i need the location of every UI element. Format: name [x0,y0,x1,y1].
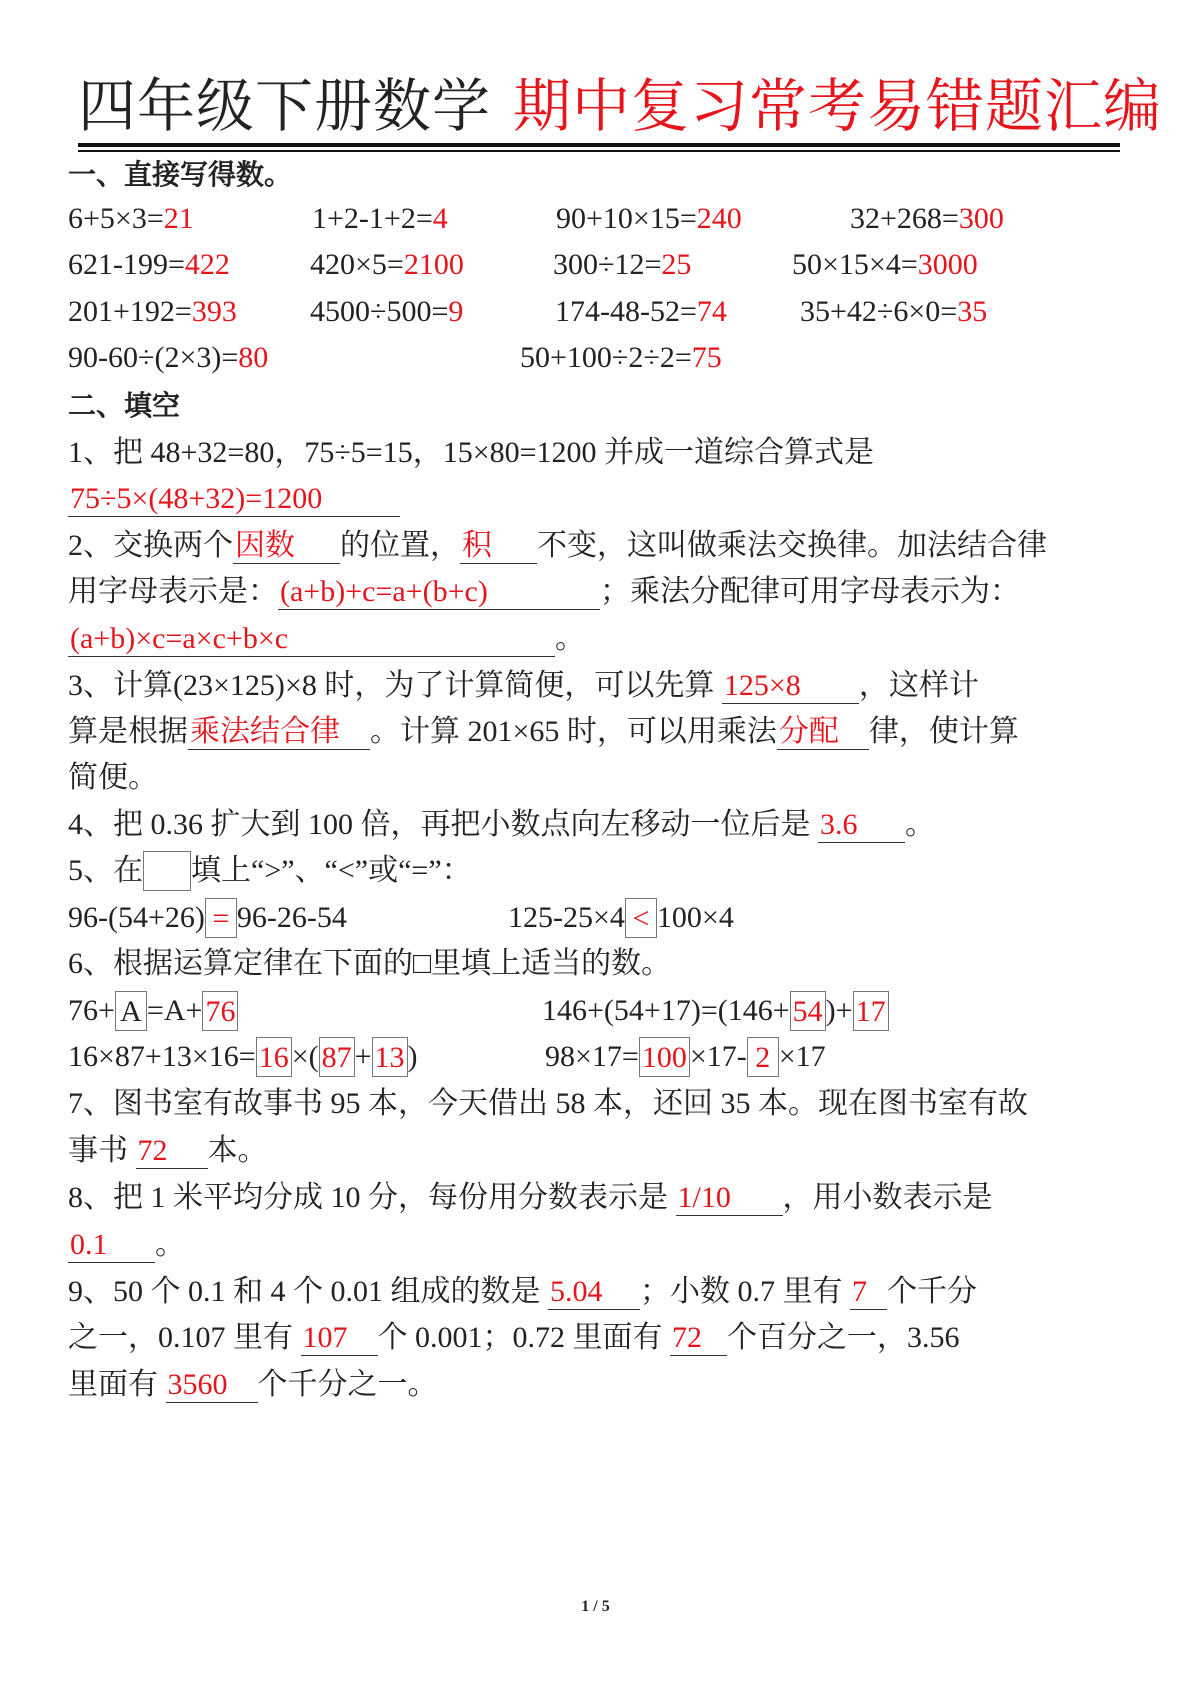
text: 90-60÷(2×3)= [68,341,239,374]
answer-blank[interactable]: 72 [670,1321,727,1356]
answer-blank[interactable]: (a+b)+c=a+(b+c) [278,575,600,610]
item-group [68,991,238,1031]
text: 16×87+13×16= [68,1040,256,1073]
text: 201+192= [68,295,192,328]
section-heading: 一、直接写得数。 [68,158,293,191]
page-number: 1 / 5 [581,1598,610,1615]
text: 32+268= [850,202,959,235]
text: 不变，这叫做乘法交换律。加法结合律 [537,529,1047,562]
item-group [850,199,1004,239]
text: 里面有 [68,1368,166,1401]
title-black: 四年级下册数学 [78,74,492,139]
text: 96-26-54 [236,901,347,934]
text: )+ [825,994,853,1027]
item-group [68,338,268,378]
item-group [792,245,978,285]
text: 本。 [207,1134,268,1167]
text: 98×17= [545,1040,639,1073]
text: ；乘法分配律可用字母表示为： [600,575,1020,608]
text: 个 0.001；0.72 里面有 [377,1321,670,1354]
text: 6、根据运算定律在下面的□里填上适当的数。 [68,947,672,980]
line-6 [68,433,874,473]
text: 事书 [68,1134,136,1167]
answer-blank[interactable]: 0.1 [68,1228,155,1263]
text: + [354,1040,372,1073]
answer-box[interactable]: A [115,991,147,1031]
answer-blank[interactable]: 75÷5×(48+32)=1200 [68,482,400,517]
line-13 [68,758,158,798]
text: ×17 [778,1040,826,1073]
item-group [68,1037,418,1077]
answer-blank[interactable]: 107 [301,1321,378,1356]
text: 35+42÷6×0= [800,295,958,328]
item-group [555,292,727,332]
text: 1+2-1+2= [312,202,433,235]
answer: 35 [957,295,988,328]
answer: 2100 [403,248,464,281]
page-title [78,72,1162,142]
line-17 [68,944,671,984]
answer-blank[interactable]: 3.6 [818,808,905,843]
text: 174-48-52= [555,295,697,328]
item-group [68,898,347,938]
line-26 [68,1365,438,1405]
text: 的位置， [340,529,460,562]
line-20 [68,1084,1028,1124]
answer-box[interactable]: = [205,898,237,938]
line-23 [68,1225,185,1265]
text: ，这样计 [858,669,979,702]
item-group [310,245,464,285]
text: 4、把 0.36 扩大到 100 倍，再把小数点向左移动一位后是 [68,808,818,841]
line-22 [68,1178,993,1218]
item-group [800,292,987,332]
line-0 [68,155,292,195]
line-10 [68,619,585,659]
answer: 4 [432,202,448,235]
answer-blank[interactable]: 乘法结合律 [188,715,370,750]
answer: 422 [184,248,230,281]
answer: 240 [696,202,742,235]
item-group [542,991,889,1031]
text: 。计算 201×65 时，可以用乘法 [370,715,777,748]
title-rule-thin [78,150,1120,152]
answer: 25 [661,248,692,281]
text: 76+ [68,994,115,1027]
text: 90+10×15= [556,202,697,235]
section-heading: 二、填空 [68,389,181,422]
text: 96-(54+26) [68,901,205,934]
text: 。 [905,808,935,841]
text: 9、50 个 0.1 和 4 个 0.01 组成的数是 [68,1275,548,1308]
answer: 21 [163,202,194,235]
text: 420×5= [310,248,404,281]
text: 50+100÷2÷2= [520,341,692,374]
text: 个千分之一。 [257,1368,438,1401]
text: 1、把 48+32=80，75÷5=15，15×80=1200 并成一道综合算式是 [68,436,875,469]
text: 2、交换两个 [68,529,233,562]
item-group [553,245,691,285]
text: ×( [291,1040,319,1073]
answer-box[interactable]: 16 [256,1037,292,1077]
text: 简便。 [68,761,158,794]
text: 。 [555,622,585,655]
text: =A+ [146,994,203,1027]
text: 3、计算(23×125)×8 时，为了计算简便，可以先算 [68,669,722,702]
empty-box [143,851,191,891]
answer-box[interactable]: 76 [202,991,238,1031]
line-5 [68,386,180,426]
answer-blank[interactable]: 因数 [233,529,340,564]
item-group [508,898,734,938]
line-7 [68,479,400,519]
text: 7、图书室有故事书 95 本，今天借出 58 本，还回 35 本。现在图书室有故 [68,1087,1028,1120]
text: 之一，0.107 里有 [68,1321,301,1354]
item-group [310,292,463,332]
text: 8、把 1 米平均分成 10 分，每份用分数表示是 [68,1181,676,1214]
line-15 [68,851,472,891]
title-rule-thick [78,143,1120,147]
item-group [545,1037,826,1077]
answer-box[interactable]: < [625,898,657,938]
text: ，用小数表示是 [782,1181,993,1214]
answer-blank[interactable]: 7 [850,1275,887,1310]
line-8 [68,526,1047,566]
line-24 [68,1272,977,1312]
text: 50×15×4= [792,248,918,281]
text: 个千分 [887,1275,977,1308]
answer-box[interactable]: 13 [372,1037,408,1077]
item-group [556,199,742,239]
text: 5、在 [68,854,143,887]
line-12 [68,712,1019,752]
answer-blank[interactable]: 72 [136,1134,208,1169]
item-group [68,199,194,239]
answer: 80 [238,341,269,374]
text: 6+5×3= [68,202,164,235]
answer-box[interactable]: 100 [639,1037,690,1077]
answer: 393 [191,295,237,328]
text: 填上“>”、“<”或“=”： [191,854,472,887]
answer: 9 [448,295,464,328]
answer: 300 [958,202,1004,235]
line-9 [68,572,1020,612]
text: 300÷12= [553,248,662,281]
text: ；小数 0.7 里有 [640,1275,850,1308]
line-21 [68,1131,268,1171]
text: 用字母表示是： [68,575,278,608]
item-group [520,338,722,378]
answer-blank[interactable]: 1/10 [676,1181,783,1216]
answer-blank[interactable]: 分配 [777,715,869,750]
line-14 [68,805,935,845]
title-red: 期中复习常考易错题汇编 [513,74,1163,139]
answer-blank[interactable]: 积 [460,529,537,564]
text: 125-25×4 [508,901,625,934]
text: 146+(54+17)=(146+ [542,994,790,1027]
item-group [68,245,230,285]
text: 621-199= [68,248,185,281]
text: 个百分之一，3.56 [727,1321,960,1354]
answer: 3000 [917,248,978,281]
answer-blank[interactable]: (a+b)×c=a×c+b×c [68,622,555,657]
answer-blank[interactable]: 3560 [166,1368,258,1403]
item-group [68,292,237,332]
answer-box[interactable]: 87 [319,1037,355,1077]
answer: 75 [691,341,722,374]
text: 100×4 [656,901,734,934]
text: 算是根据 [68,715,188,748]
text: ) [407,1040,418,1073]
text: 律，使计算 [868,715,1019,748]
line-25 [68,1318,960,1358]
line-11 [68,666,979,706]
answer-blank[interactable]: 5.04 [548,1275,640,1310]
item-group [312,199,448,239]
text: 4500÷500= [310,295,449,328]
answer: 74 [696,295,727,328]
answer-box[interactable]: 17 [853,991,889,1031]
text: 。 [155,1228,185,1261]
text: ×17- [689,1040,747,1073]
answer-box[interactable]: 54 [790,991,826,1031]
answer-box[interactable]: 2 [747,1037,779,1077]
answer-blank[interactable]: 125×8 [722,669,859,704]
